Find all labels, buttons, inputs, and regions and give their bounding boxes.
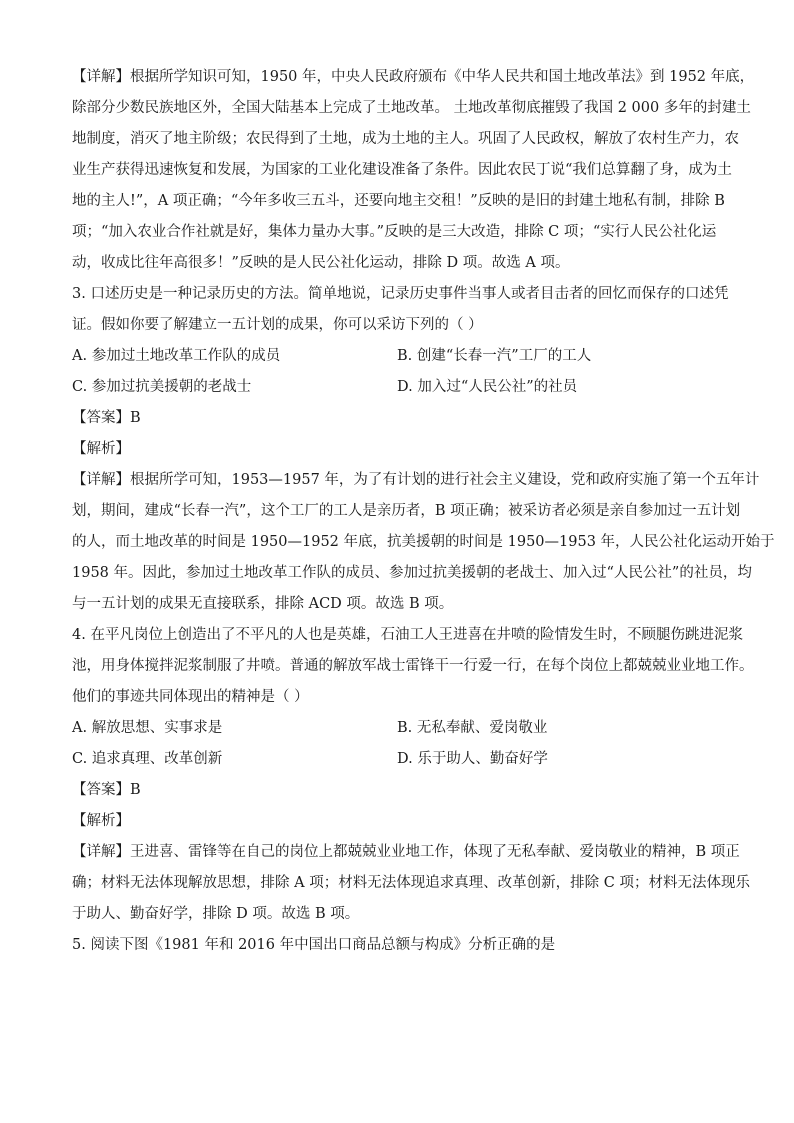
detail-tag: 【详解】 <box>72 69 130 85</box>
detail-line: 动，收成比往年高很多！”反映的是人民公社化运动，排除 D 项。故选 A 项。 <box>72 255 570 271</box>
option-d: D. 加入过“人民公社”的社员 <box>397 379 578 395</box>
question-3-options-row <box>72 372 722 403</box>
answer-label: 【答案】B <box>72 410 141 426</box>
question-4-options-row <box>72 713 722 744</box>
option-a: A. 解放思想、实事求是 <box>72 720 223 736</box>
option-c: C. 参加过抗美援朝的老战士 <box>72 379 252 395</box>
analysis-label: 【解析】 <box>72 813 130 829</box>
option-c: C. 追求真理、改革创新 <box>72 751 223 767</box>
detail-line: 【详解】根据所学知识可知，1950 年，中央人民政府颁布《中华人民共和国土地改革法》到 1952 年底， <box>72 69 755 85</box>
analysis-label: 【解析】 <box>72 441 130 457</box>
detail-line: 除部分少数民族地区外，全国大陆基本上完成了土地改革。 土地改革彻底摧毁了我国 2 000 多年的封建土 <box>72 100 751 116</box>
detail-line: 【详解】王进喜、雷锋等在自己的岗位上都兢兢业业地工作，体现了无私奉献、爱岗敬业的精神，B 项正 <box>72 844 740 860</box>
detail-tag: 【详解】 <box>72 844 130 860</box>
detail-line: 与一五计划的成果无直接联系，排除 ACD 项。故选 B 项。 <box>72 596 454 612</box>
question-4-options-row <box>72 744 722 775</box>
option-d: D. 乐于助人、勤奋好学 <box>397 751 548 767</box>
question-5-stem: 5. 阅读下图《1981 年和 2016 年中国出口商品总额与构成》分析正确的是 <box>72 937 556 953</box>
answer-label: 【答案】B <box>72 782 141 798</box>
option-b: B. 无私奉献、爱岗敬业 <box>397 720 548 736</box>
question-3-stem: 3. 口述历史是一种记录历史的方法。简单地说，记录历史事件当事人或者目击者的回忆而保存的口述凭 <box>72 286 729 302</box>
detail-line: 地制度，消灭了地主阶级；农民得到了土地，成为土地的主人。巩固了人民政权，解放了农村生产力，农 <box>72 131 739 147</box>
detail-line: 于助人、勤奋好学，排除 D 项。故选 B 项。 <box>72 906 360 922</box>
detail-line: 地的主人!”，A 项正确；“今年多收三五斗，还要向地主交租！”反映的是旧的封建土地私有制，排除 B <box>72 193 725 209</box>
question-4-stem: 4. 在平凡岗位上创造出了不平凡的人也是英雄，石油工人王进喜在井喷的险情发生时，不顾腿伤跳进泥浆 <box>72 627 743 643</box>
question-3-stem: 证。假如你要了解建立一五计划的成果，你可以采访下列的（ ） <box>72 317 483 333</box>
detail-line: 【详解】根据所学可知，1953—1957 年，为了有计划的进行社会主义建设，党和政府实施了第一个五年计 <box>72 472 760 488</box>
detail-line: 的人，而土地改革的时间是 1950—1952 年底，抗美援朝的时间是 1950—1953 年，人民公社化运动开始于 <box>72 534 775 550</box>
detail-line: 项；“加入农业合作社就是好，集体力量办大事。”反映的是三大改造，排除 C 项；“实行人民公社化运 <box>72 224 717 240</box>
question-4-stem: 他们的事迹共同体现出的精神是（ ） <box>72 689 309 705</box>
option-b: B. 创建“长春一汽”工厂的工人 <box>397 348 592 364</box>
detail-line: 1958 年。因此，参加过土地改革工作队的成员、参加过抗美援朝的老战士、加入过“人民公社”的社员，均 <box>72 565 752 581</box>
question-4-stem: 池，用身体搅拌泥浆制服了井喷。普通的解放军战士雷锋干一行爱一行，在每个岗位上都兢兢业业地工作。 <box>72 658 754 674</box>
detail-line: 业生产获得迅速恢复和发展，为国家的工业化建设准备了条件。因此农民丁说“我们总算翻了身，成为土 <box>72 162 732 178</box>
detail-tag: 【详解】 <box>72 472 130 488</box>
detail-line: 划，期间，建成“长春一汽”，这个工厂的工人是亲历者，B 项正确；被采访者必须是亲自参加过一五计划 <box>72 503 741 519</box>
question-3-options-row <box>72 341 722 372</box>
page-content <box>72 62 775 961</box>
detail-line: 确；材料无法体现解放思想，排除 A 项；材料无法体现追求真理、改革创新，排除 C 项；材料无法体现乐 <box>72 875 750 891</box>
option-a: A. 参加过土地改革工作队的成员 <box>72 348 281 364</box>
